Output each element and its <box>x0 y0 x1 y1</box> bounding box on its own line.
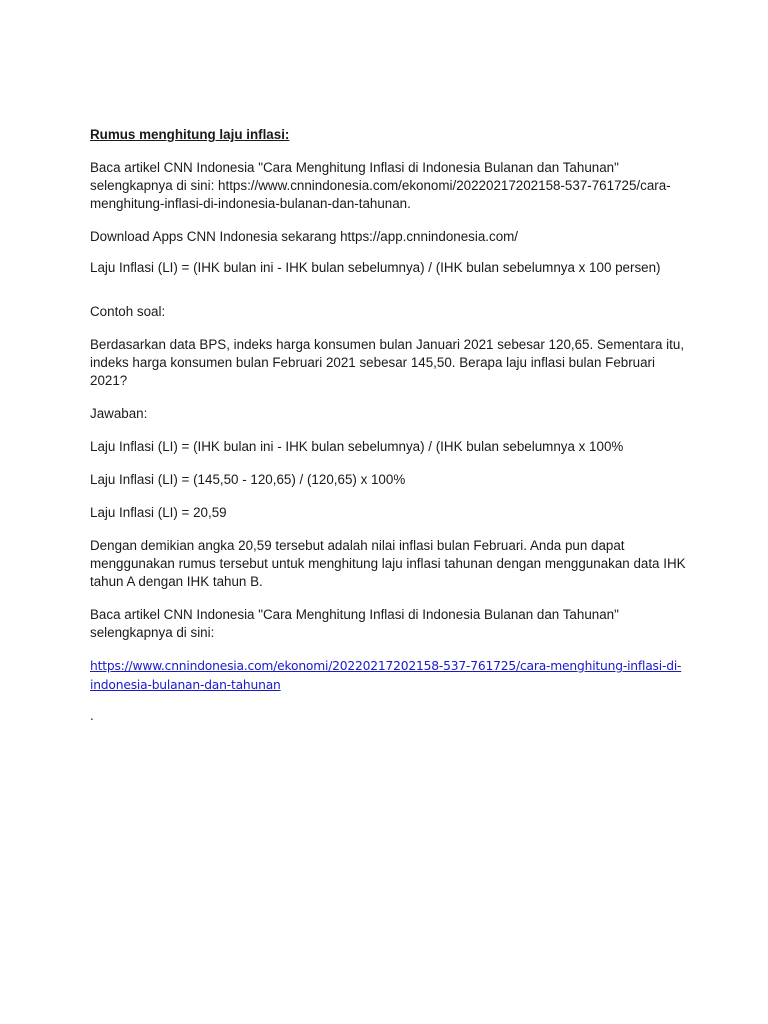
answer-step-3: Laju Inflasi (LI) = 20,59 <box>90 505 227 520</box>
download-apps-paragraph: Download Apps CNN Indonesia sekarang https://app.cnnindonesia.com/ <box>90 229 519 244</box>
answer-label: Jawaban: <box>90 406 148 421</box>
article-link[interactable] <box>90 657 690 695</box>
answer-step-1: Laju Inflasi (LI) = (IHK bulan ini - IHK bulan sebelumnya) / (IHK bulan sebelumnya x 100% <box>90 439 624 454</box>
article-link-line-2[interactable]: indonesia-bulanan-dan-tahunan <box>90 678 281 692</box>
document-page <box>90 126 690 723</box>
document-heading: Rumus menghitung laju inflasi: <box>90 127 290 142</box>
intro-article-paragraph: Baca artikel CNN Indonesia "Cara Menghitung Inflasi di Indonesia Bulanan dan Tahunan" selengkapnya di sini: https://www.cnnindonesia.com/ekonomi/20220217202158-537-761725/cara-menghitung-inflasi-di-indonesia-bulanan-dan-tahunan. <box>90 160 671 211</box>
conclusion-paragraph: Dengan demikian angka 20,59 tersebut adalah nilai inflasi bulan Februari. Anda pun dapat menggunakan rumus tersebut untuk menghitung laju inflasi tahunan dengan menggunakan data IHK tahun A dengan IHK tahun B. <box>90 538 686 589</box>
answer-step-2: Laju Inflasi (LI) = (145,50 - 120,65) / (120,65) x 100% <box>90 472 406 487</box>
outro-article-paragraph: Baca artikel CNN Indonesia "Cara Menghitung Inflasi di Indonesia Bulanan dan Tahunan" selengkapnya di sini: <box>90 607 619 640</box>
formula-paragraph: Laju Inflasi (LI) = (IHK bulan ini - IHK bulan sebelumnya) / (IHK bulan sebelumnya x 100 persen) <box>90 260 661 275</box>
article-link-line-1[interactable]: https://www.cnnindonesia.com/ekonomi/20220217202158-537-761725/cara-menghitung-inflasi-di- <box>90 659 682 673</box>
example-label: Contoh soal: <box>90 304 166 319</box>
trailing-dot: . <box>90 708 94 723</box>
example-question-paragraph: Berdasarkan data BPS, indeks harga konsumen bulan Januari 2021 sebesar 120,65. Sementara itu, indeks harga konsumen bulan Februari 2021 sebesar 145,50. Berapa laju inflasi bulan Februari 2021? <box>90 337 685 388</box>
